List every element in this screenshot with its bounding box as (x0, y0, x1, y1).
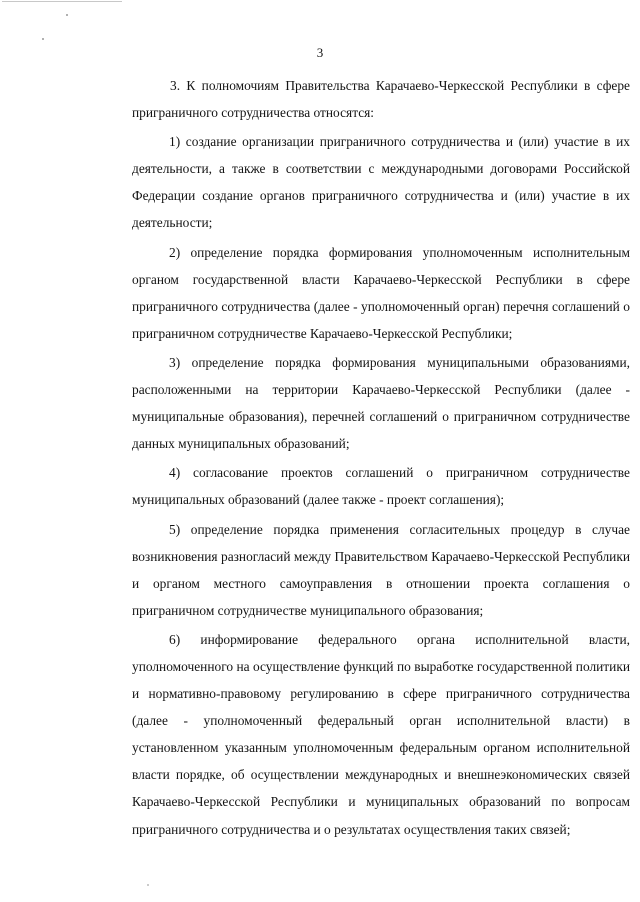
scan-artifact-dot (66, 14, 68, 16)
scan-artifact-dot (42, 38, 44, 40)
paragraph-item-2: 2) определение порядка формирования уполномоченным исполнительным органом государственной власти Карачаево-Черкесской Республики в сфере приграничного сотрудничества (далее - уполномоченный орган) перечня соглашений о приграничном сотрудничестве Карачаево-Черкесской Республики; (132, 244, 630, 341)
scan-artifact-line (2, 1, 122, 2)
paragraph-item-1: 1) создание организации приграничного сотрудничества и (или) участие в их деятельности, а также в соответствии с международными договорами Российской Федерации создание органов приграничного сотрудничества и (или) участие в их деятельности; (132, 134, 630, 231)
scan-artifact-dot (147, 884, 149, 886)
paragraph-item-3: 3) определение порядка формирования муниципальными образованиями, расположенными на территории Карачаево-Черкесской Республики (далее - муниципальные образования), перечней соглашений о приграничном сотрудничестве данных муниципальных образований; (132, 354, 630, 452)
document-body (132, 72, 630, 845)
paragraph-intro: 3. К полномочиям Правительства Карачаево-Черкесской Республики в сфере приграничного сотрудничества относятся: (132, 78, 630, 121)
paragraph-item-6: 6) информирование федерального органа исполнительной власти, уполномоченного на осуществление функций по выработке государственной политики и нормативно-правовому регулированию в сфере приграничного сотрудничества (далее - уполномоченный федеральный орган исполнительной власти) в установленном указанным уполномоченным федеральным органом исполнительной власти порядке, об осуществлении международных и внешнеэкономических связей Карачаево-Черкесской Республики и муниципальных образований по вопросам приграничного сотрудничества и о результатах осуществления таких связей; (132, 631, 630, 837)
paragraph-item-5: 5) определение порядка применения согласительных процедур в случае возникновения разногласий между Правительством Карачаево-Черкесской Республики и органом местного самоуправления в отношении проекта соглашения о приграничном сотрудничестве муниципального образования; (132, 521, 630, 618)
page-number: 3 (316, 45, 324, 60)
paragraph-item-4: 4) согласование проектов соглашений о приграничном сотрудничестве муниципальных образований (далее также - проект соглашения); (132, 465, 630, 508)
